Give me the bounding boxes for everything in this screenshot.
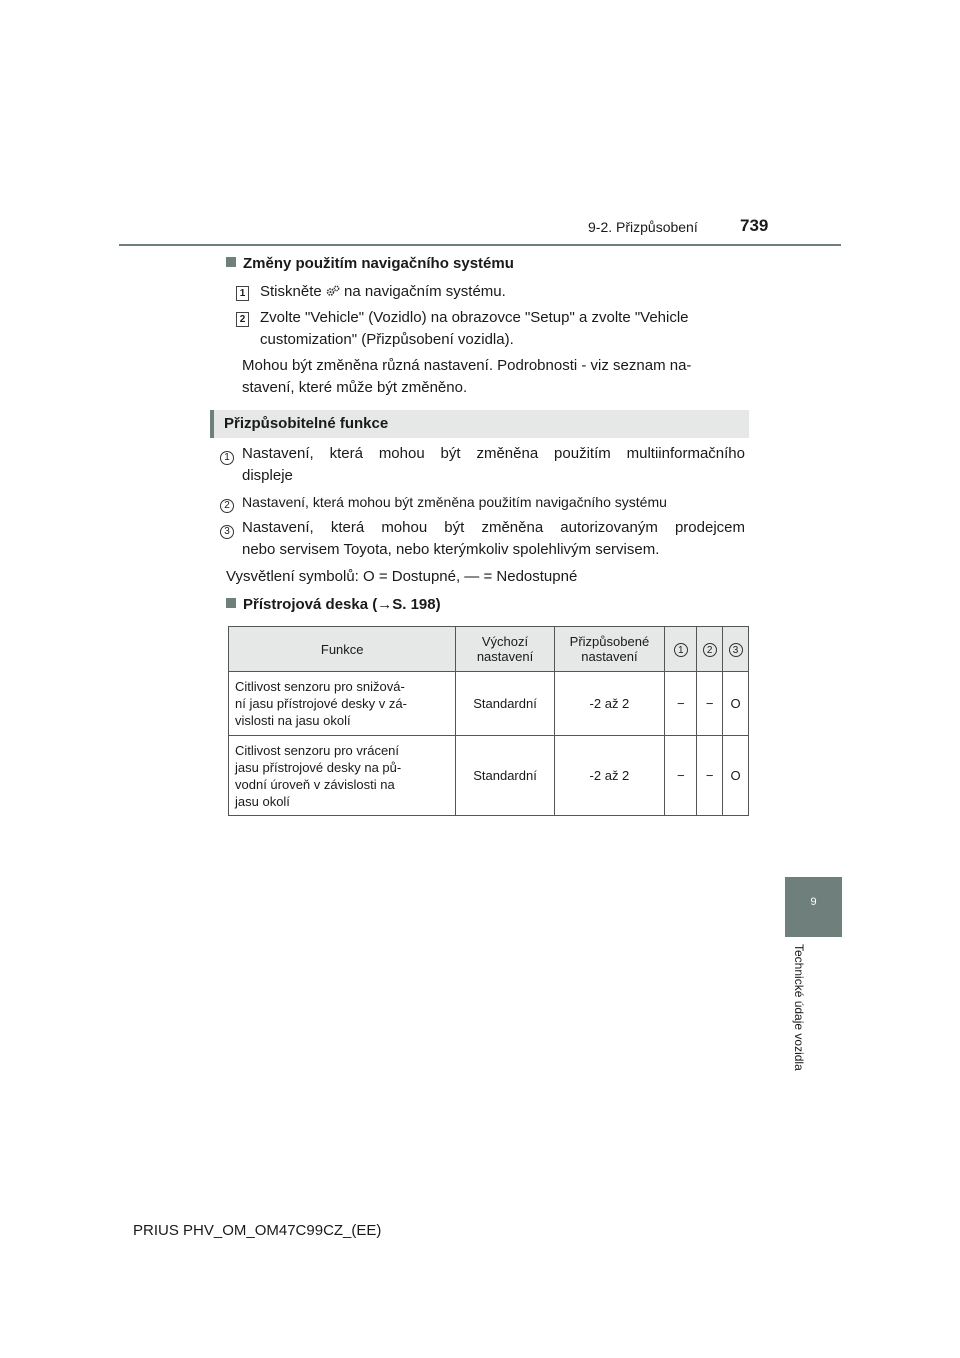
symbols-explanation: Vysvětlení symbolů: O = Dostupné, — = Nedostupné <box>226 568 578 585</box>
settings-gear-icon <box>326 285 340 297</box>
chapter-tab-number: 9 <box>810 896 817 908</box>
row-default: Standardní <box>456 736 554 816</box>
header-rule <box>119 244 841 246</box>
col-header-1 <box>665 627 697 672</box>
section-banner <box>210 410 749 438</box>
document-code: PRIUS PHV_OM_OM47C99CZ_(EE) <box>133 1222 382 1239</box>
row-availability-2: − <box>697 736 723 816</box>
section-heading-instrument-panel: Přístrojová deska (→S. 198) <box>226 596 441 613</box>
legend-marker-2 <box>220 495 234 513</box>
col-header-function: Funkce <box>229 627 456 672</box>
legend-item-2: Nastavení, která mohou být změněna použitím navigačního systému <box>242 494 667 510</box>
step-1-text: Stiskněte na navigačním systému. <box>260 283 506 300</box>
chapter-tab <box>785 877 842 937</box>
step-1 <box>236 281 249 303</box>
legend-item-3: Nastavení, která mohou být změněna autorizovaným prodejcem nebo servisem Toyota, nebo kterýmkoliv spolehlivým servisem. <box>242 519 745 558</box>
legend-item-1: Nastavení, která mohou být změněna použitím multiinformačního displeje <box>242 445 745 484</box>
row-availability-3: O <box>723 672 749 736</box>
row-availability-1: − <box>665 672 697 736</box>
table-row <box>229 736 749 816</box>
legend-marker-1 <box>220 447 234 465</box>
legend-marker-3 <box>220 521 234 539</box>
square-bullet-icon <box>226 598 236 608</box>
row-custom: -2 až 2 <box>554 672 665 736</box>
page-number: 739 <box>740 216 769 235</box>
circled-number-icon: 1 <box>220 451 234 465</box>
col-header-2 <box>697 627 723 672</box>
circled-number-icon: 1 <box>674 643 688 657</box>
table-header-row <box>229 627 749 672</box>
row-availability-2: − <box>697 672 723 736</box>
running-header-section: 9-2. Přizpůsobení <box>588 219 698 235</box>
circled-number-icon: 2 <box>220 499 234 513</box>
step-2-text: Zvolte "Vehicle" (Vozidlo) na obrazovce "Setup" a zvolte "Vehicle customization" (Přizpůsobení vozidla). <box>260 309 689 348</box>
row-availability-3: O <box>723 736 749 816</box>
square-bullet-icon <box>226 257 236 267</box>
circled-number-icon: 2 <box>703 643 717 657</box>
row-availability-1: − <box>665 736 697 816</box>
row-custom: -2 až 2 <box>554 736 665 816</box>
row-function: Citlivost senzoru pro snižová- ní jasu přístrojové desky v zá- vislosti na jasu okolí <box>229 672 456 736</box>
col-header-3 <box>723 627 749 672</box>
table-row <box>229 672 749 736</box>
arrow-right-icon: → <box>377 596 393 613</box>
col-header-default: Výchozí nastavení <box>456 627 554 672</box>
step-number-box: 2 <box>236 312 249 327</box>
chapter-tab-label: Technické údaje vozidla <box>792 944 806 1071</box>
row-default: Standardní <box>456 672 554 736</box>
banner-title: Přizpůsobitelné funkce <box>224 415 389 432</box>
row-function: Citlivost senzoru pro vrácení jasu přístrojové desky na pů- vodní úroveň v závislosti na jasu okolí <box>229 736 456 816</box>
section-note: Mohou být změněna různá nastavení. Podrobnosti - viz seznam na- stavení, které může být změněno. <box>242 357 692 396</box>
settings-table <box>228 626 749 816</box>
circled-number-icon: 3 <box>220 525 234 539</box>
col-header-custom: Přizpůsobené nastavení <box>554 627 665 672</box>
section-heading-navigation: Změny použitím navigačního systému <box>226 255 514 272</box>
step-2 <box>236 307 249 329</box>
step-number-box: 1 <box>236 286 249 301</box>
circled-number-icon: 3 <box>729 643 743 657</box>
banner-accent-bar <box>210 410 214 438</box>
